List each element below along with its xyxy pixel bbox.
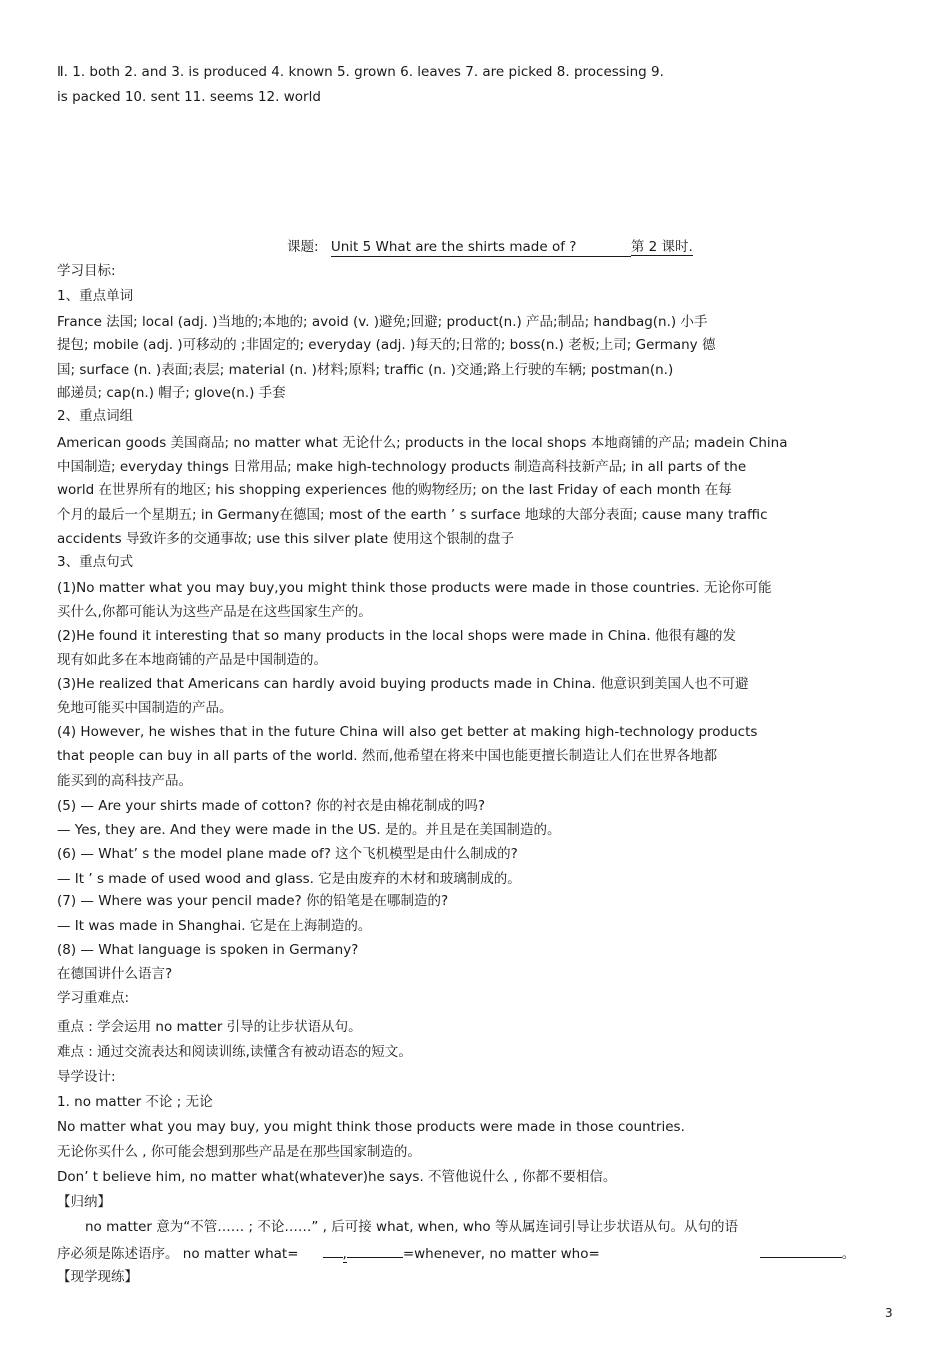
lesson-title	[287, 238, 737, 257]
answer-line-2: is packed 10. sent 11. seems 12. world	[57, 89, 321, 105]
guide-heading: 导学设计:	[57, 1069, 116, 1085]
difficulties-key: 重点 : 学会运用 no matter 引导的让步状语从句。	[57, 1019, 362, 1035]
guide-example-cn: 无论你买什么 , 你可能会想到那些产品是在那些国家制造的。	[57, 1144, 421, 1160]
words-line: 提包; mobile (adj. )可移动的 ;非固定的; everyday (adj. )每天的;日常的; boss(n.) 老板;上司; Germany 德	[57, 337, 716, 353]
phrases-line: American goods 美国商品; no matter what 无论什么; products in the local shops 本地商铺的产品; madein China	[57, 435, 788, 451]
words-heading: 1、重点单词	[57, 288, 134, 304]
fill-blank-1[interactable]	[323, 1243, 343, 1258]
guide-example-en: No matter what you may buy, you might think those products were made in those countries.	[57, 1119, 685, 1135]
words-line: 国; surface (n. )表面;表层; material (n. )材料;原料; traffic (n. )交通;路上行驶的车辆; postman(n.)	[57, 362, 674, 378]
summary-line-2	[57, 1243, 897, 1263]
summary-text-c: =whenever, no matter who=	[402, 1246, 600, 1262]
sentence-line: 免地可能买中国制造的产品。	[57, 700, 233, 716]
sentence-line: that people can buy in all parts of the world. 然而,他希望在将来中国也能更擅长制造让人们在世界各地都	[57, 748, 718, 764]
sentence-line: (5) — Are your shirts made of cotton? 你的衬衣是由棉花制成的吗?	[57, 798, 486, 814]
phrases-heading: 2、重点词组	[57, 408, 134, 424]
phrases-line: 中国制造; everyday things 日常用品; make high-technology products 制造高科技新产品; in all parts of the	[57, 459, 747, 475]
fill-blank-2[interactable]	[347, 1243, 403, 1258]
sentences-heading: 3、重点句式	[57, 554, 134, 570]
difficulties-heading: 学习重难点:	[57, 990, 130, 1006]
sentence-line: (8) — What language is spoken in Germany?	[57, 942, 359, 958]
sentence-line: 能买到的高科技产品。	[57, 773, 192, 789]
answer-line-1: Ⅱ. 1. both 2. and 3. is produced 4. known 5. grown 6. leaves 7. are picked 8. processing 9.	[57, 64, 664, 80]
summary-text-a: 序必须是陈述语序。 no matter what=	[57, 1246, 299, 1262]
title-lesson: 第 2 课时.	[630, 239, 693, 255]
sentence-line: (1)No matter what you may buy,you might think those products were made in those countries. 无论你可能	[57, 580, 772, 596]
sentence-line: (3)He realized that Americans can hardly avoid buying products made in China. 他意识到美国人也不可避	[57, 676, 749, 692]
sentence-line: 买什么,你都可能认为这些产品是在这些国家生产的。	[57, 604, 372, 620]
summary-line-1: no matter 意为“不管…… ; 不论……” , 后可接 what, when, who 等从属连词引导让步状语从句。从句的语	[85, 1219, 738, 1235]
sentence-line: — It was made in Shanghai. 它是在上海制造的。	[57, 918, 372, 934]
phrases-line: 个月的最后一个星期五; in Germany在德国; most of the earth ’ s surface 地球的大部分表面; cause many traffic	[57, 507, 768, 523]
objectives-heading: 学习目标:	[57, 263, 116, 279]
phrases-line: world 在世界所有的地区; his shopping experiences 他的购物经历; on the last Friday of each month 在每	[57, 482, 732, 498]
words-line: France 法国; local (adj. )当地的;本地的; avoid (v. )避免;回避; product(n.) 产品;制品; handbag(n.) 小手	[57, 314, 708, 330]
title-prefix: 课题:	[287, 239, 319, 255]
summary-comma: ,	[342, 1246, 347, 1262]
sentence-line: — Yes, they are. And they were made in the US. 是的。并且是在美国制造的。	[57, 822, 561, 838]
guide-item-title: 1. no matter 不论 ; 无论	[57, 1094, 213, 1110]
summary-heading: 【归纳】	[57, 1194, 111, 1210]
phrases-line: accidents 导致许多的交通事故; use this silver plate 使用这个银制的盘子	[57, 531, 515, 547]
sentence-line: 在德国讲什么语言?	[57, 966, 173, 982]
title-unit: Unit 5 What are the shirts made of ?	[330, 239, 577, 255]
sentence-line: (2)He found it interesting that so many products in the local shops were made in China. 他很有趣的发	[57, 628, 737, 644]
sentence-line: (4) However, he wishes that in the future China will also get better at making high-technology products	[57, 724, 758, 740]
page-number: 3	[885, 1306, 893, 1320]
sentence-line: (6) — What’ s the model plane made of? 这个飞机模型是由什么制成的?	[57, 846, 518, 862]
title-unit-underlined	[331, 238, 631, 257]
sentence-line: (7) — Where was your pencil made? 你的铅笔是在哪制造的?	[57, 893, 449, 909]
sentence-line: — It ’ s made of used wood and glass. 它是由废弃的木材和玻璃制成的。	[57, 871, 521, 887]
guide-example-2: Don’ t believe him, no matter what(whatever)he says. 不管他说什么 , 你都不要相信。	[57, 1169, 617, 1185]
fill-blank-3[interactable]	[760, 1243, 842, 1258]
summary-text-d: 。	[841, 1246, 856, 1262]
sentence-line: 现有如此多在本地商铺的产品是中国制造的。	[57, 652, 327, 668]
difficulties-hard: 难点 : 通过交流表达和阅读训练,读懂含有被动语态的短文。	[57, 1044, 412, 1060]
words-line: 邮递员; cap(n.) 帽子; glove(n.) 手套	[57, 385, 286, 401]
practice-heading: 【现学现练】	[57, 1269, 138, 1285]
